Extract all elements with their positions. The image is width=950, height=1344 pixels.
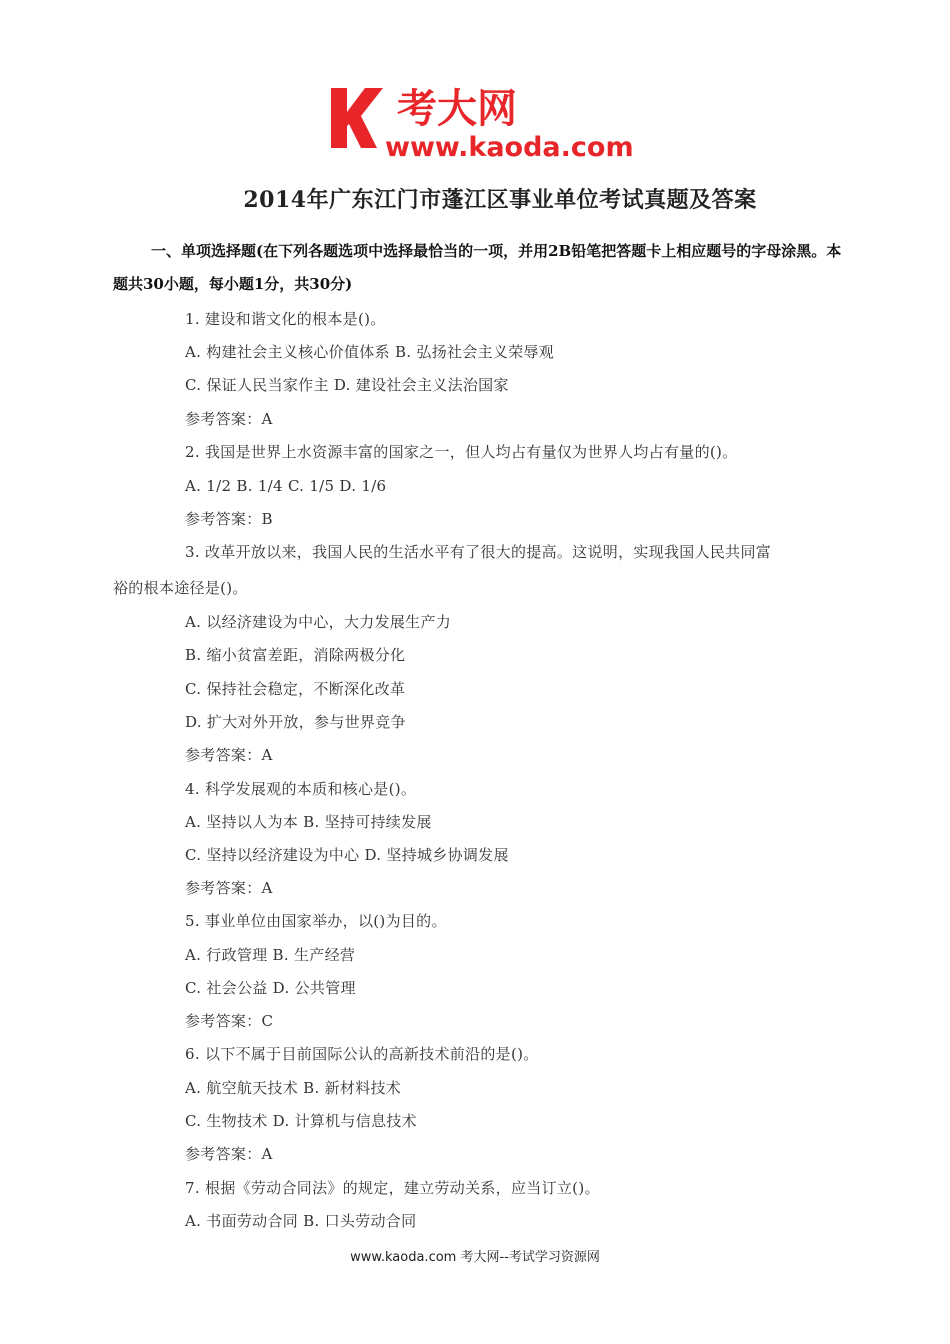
question-4-options-cd: C. 坚持以经济建设为中心 D. 坚持城乡协调发展 <box>185 846 509 864</box>
question-3: 3. 改革开放以来，我国人民的生活水平有了很大的提高。这说明，实现我国人民共同富 <box>185 543 772 561</box>
question-1-options-ab: A. 构建社会主义核心价值体系 B. 弘扬社会主义荣辱观 <box>185 343 555 361</box>
question-3-option-d: D. 扩大对外开放，参与世界竞争 <box>185 713 406 731</box>
question-4: 4. 科学发展观的本质和核心是()。 <box>185 780 417 798</box>
question-3-option-c: C. 保持社会稳定，不断深化改革 <box>185 680 406 698</box>
question-1: 1. 建设和谐文化的根本是()。 <box>185 310 386 328</box>
question-5-options-ab: A. 行政管理 B. 生产经营 <box>185 946 356 964</box>
question-3-option-a: A. 以经济建设为中心，大力发展生产力 <box>185 613 452 631</box>
logo-url: www.kaoda.com <box>385 132 634 160</box>
answer-5: 参考答案：C <box>185 1012 274 1030</box>
answer-2: 参考答案：B <box>185 510 273 528</box>
page-footer: www.kaoda.com 考大网--考试学习资源网 <box>350 1250 600 1265</box>
question-6-options-ab: A. 航空航天技术 B. 新材料技术 <box>185 1079 402 1097</box>
question-5: 5. 事业单位由国家举办，以()为目的。 <box>185 912 447 930</box>
question-1-options-cd: C. 保证人民当家作主 D. 建设社会主义法治国家 <box>185 376 509 394</box>
answer-3: 参考答案：A <box>185 746 273 764</box>
question-6-options-cd: C. 生物技术 D. 计算机与信息技术 <box>185 1112 417 1130</box>
answer-1: 参考答案：A <box>185 410 273 428</box>
question-4-options-ab: A. 坚持以人为本 B. 坚持可持续发展 <box>185 813 432 831</box>
logo-cn-name: 考大网 <box>397 86 517 132</box>
question-2: 2. 我国是世界上水资源丰富的国家之一，但人均占有量仅为世界人均占有量的()。 <box>185 443 738 461</box>
question-3-option-b: B. 缩小贫富差距，消除两极分化 <box>185 646 406 664</box>
document-title: 2014年广东江门市蓬江区事业单位考试真题及答案 <box>243 187 757 213</box>
question-7-options-ab: A. 书面劳动合同 B. 口头劳动合同 <box>185 1212 417 1230</box>
question-2-options: A. 1/2 B. 1/4 C. 1/5 D. 1/6 <box>185 477 387 495</box>
question-7: 7. 根据《劳动合同法》的规定，建立劳动关系，应当订立()。 <box>185 1179 600 1197</box>
question-5-options-cd: C. 社会公益 D. 公共管理 <box>185 979 356 997</box>
answer-4: 参考答案：A <box>185 879 273 897</box>
question-6: 6. 以下不属于目前国际公认的高新技术前沿的是()。 <box>185 1045 539 1063</box>
question-3-continued: 裕的根本途径是()。 <box>113 579 248 597</box>
section-heading: 一、单项选择题(在下列各题选项中选择最恰当的一项，并用2B铅笔把答题卡上相应题号的字母涂黑。本题共30小题，每小题1分，共30分) <box>113 242 842 293</box>
answer-6: 参考答案：A <box>185 1145 273 1163</box>
